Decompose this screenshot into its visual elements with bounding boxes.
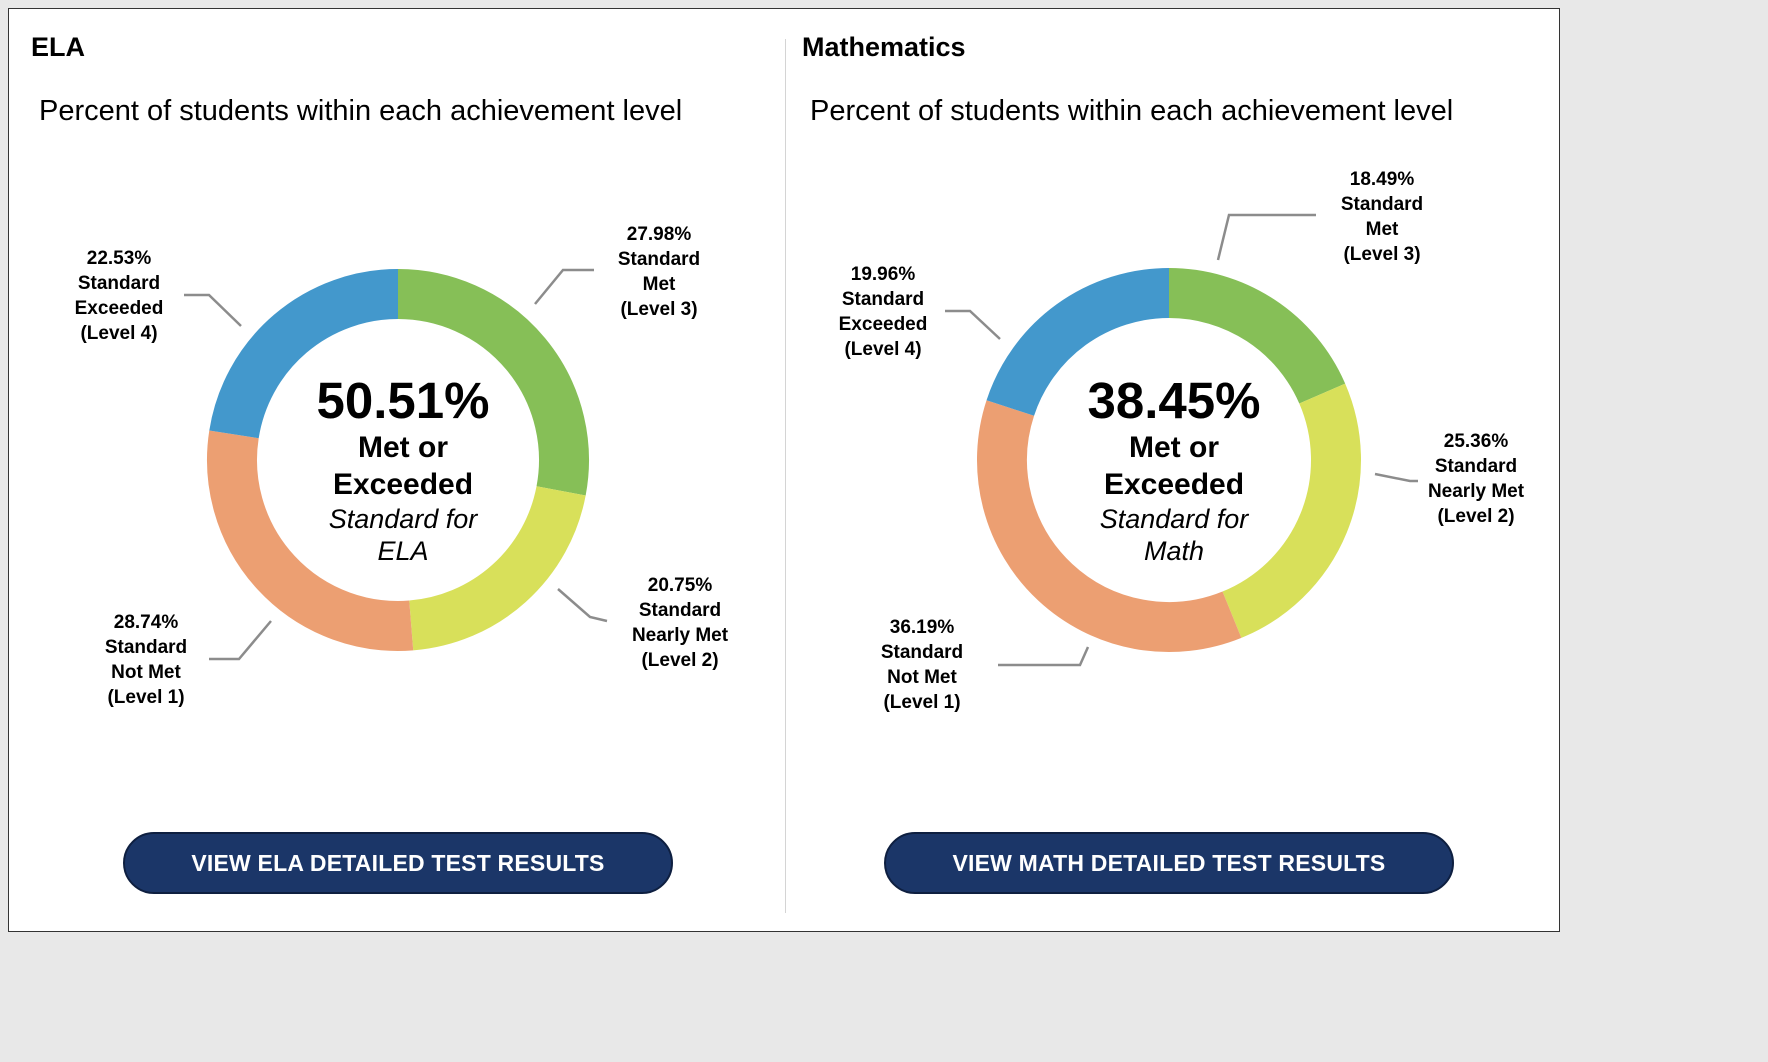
ela-center-line3: Standard for (328, 504, 478, 534)
ela-label-level-3-line: (Level 3) (620, 299, 698, 320)
ela-label-level-1 (105, 610, 187, 710)
math-leader-line-level-1 (998, 647, 1088, 665)
dashboard-frame (8, 8, 1560, 932)
math-label-level-2 (1428, 429, 1524, 529)
ela-label-level-3 (618, 222, 700, 322)
math-center-line4: Math (1143, 536, 1205, 566)
ela-label-level-2-pct: 20.75% (647, 575, 713, 596)
math-label-level-1-pct: 36.19% (889, 617, 955, 638)
math-label-level-4-line: (Level 4) (844, 339, 922, 360)
math-label-level-4-line: Standard (841, 289, 925, 310)
ela-leader-line-level-2 (558, 589, 607, 621)
math-center-line3: Standard for (1099, 504, 1249, 534)
ela-label-level-4-line: Exceeded (74, 298, 164, 319)
math-leader-line-level-3 (1218, 215, 1316, 260)
ela-leader-line-level-1 (209, 621, 271, 659)
ela-label-level-1-line: Not Met (111, 662, 181, 683)
math-center-percent: 38.45% (1087, 372, 1261, 429)
ela-label-level-4-line: Standard (77, 273, 161, 294)
view-math-results-button[interactable]: VIEW MATH DETAILED TEST RESULTS (884, 832, 1454, 894)
ela-label-level-1-line: Standard (104, 637, 188, 658)
ela-label-level-4 (75, 246, 164, 346)
ela-label-level-4-pct: 22.53% (86, 248, 152, 269)
math-label-level-2-line: Standard (1434, 456, 1518, 477)
math-panel (780, 9, 1550, 933)
math-label-level-4 (839, 262, 928, 362)
math-panel-title: Mathematics (802, 32, 966, 62)
ela-center-line1: Met or (358, 431, 448, 464)
math-label-level-3-line: (Level 3) (1343, 244, 1421, 265)
math-label-level-4-line: Exceeded (838, 314, 928, 335)
math-center-line2: Exceeded (1103, 468, 1245, 501)
ela-label-level-2 (632, 573, 728, 673)
math-leader-line-level-2 (1375, 474, 1418, 481)
math-label-level-3-pct: 18.49% (1349, 169, 1415, 190)
ela-label-level-2-line: Nearly Met (631, 625, 729, 646)
ela-label-level-1-line: (Level 1) (107, 687, 185, 708)
math-label-level-4-pct: 19.96% (850, 264, 916, 285)
math-leader-line-level-4 (945, 311, 1000, 339)
math-label-level-2-line: Nearly Met (1427, 481, 1525, 502)
ela-label-level-1-pct: 28.74% (113, 612, 179, 633)
math-label-level-1-line: Standard (880, 642, 964, 663)
math-label-level-1-line: Not Met (887, 667, 957, 688)
ela-label-level-2-line: (Level 2) (641, 650, 719, 671)
ela-leader-line-level-3 (535, 270, 594, 304)
math-center-line1: Met or (1129, 431, 1219, 464)
ela-chart-subtitle: Percent of students within each achievement level (39, 95, 683, 127)
ela-label-level-3-line: Met (642, 274, 676, 295)
ela-leader-line-level-4 (184, 295, 241, 326)
ela-center-summary (283, 373, 523, 567)
math-center-summary (1054, 373, 1294, 567)
math-label-level-1-line: (Level 1) (883, 692, 961, 713)
math-label-level-3-line: Met (1365, 219, 1399, 240)
ela-label-level-3-pct: 27.98% (626, 224, 692, 245)
ela-center-percent: 50.51% (316, 372, 490, 429)
ela-label-level-2-line: Standard (638, 600, 722, 621)
math-label-level-1 (881, 615, 963, 715)
ela-center-line4: ELA (377, 536, 429, 566)
view-ela-results-button[interactable]: VIEW ELA DETAILED TEST RESULTS (123, 832, 673, 894)
math-label-level-2-line: (Level 2) (1437, 506, 1515, 527)
math-label-level-3 (1341, 167, 1423, 267)
math-chart-subtitle: Percent of students within each achievement level (810, 95, 1454, 127)
ela-center-line2: Exceeded (332, 468, 474, 501)
ela-panel (9, 9, 779, 933)
math-label-level-2-pct: 25.36% (1443, 431, 1509, 452)
ela-label-level-4-line: (Level 4) (80, 323, 158, 344)
ela-label-level-3-line: Standard (617, 249, 701, 270)
math-label-level-3-line: Standard (1340, 194, 1424, 215)
ela-panel-title: ELA (31, 32, 85, 62)
